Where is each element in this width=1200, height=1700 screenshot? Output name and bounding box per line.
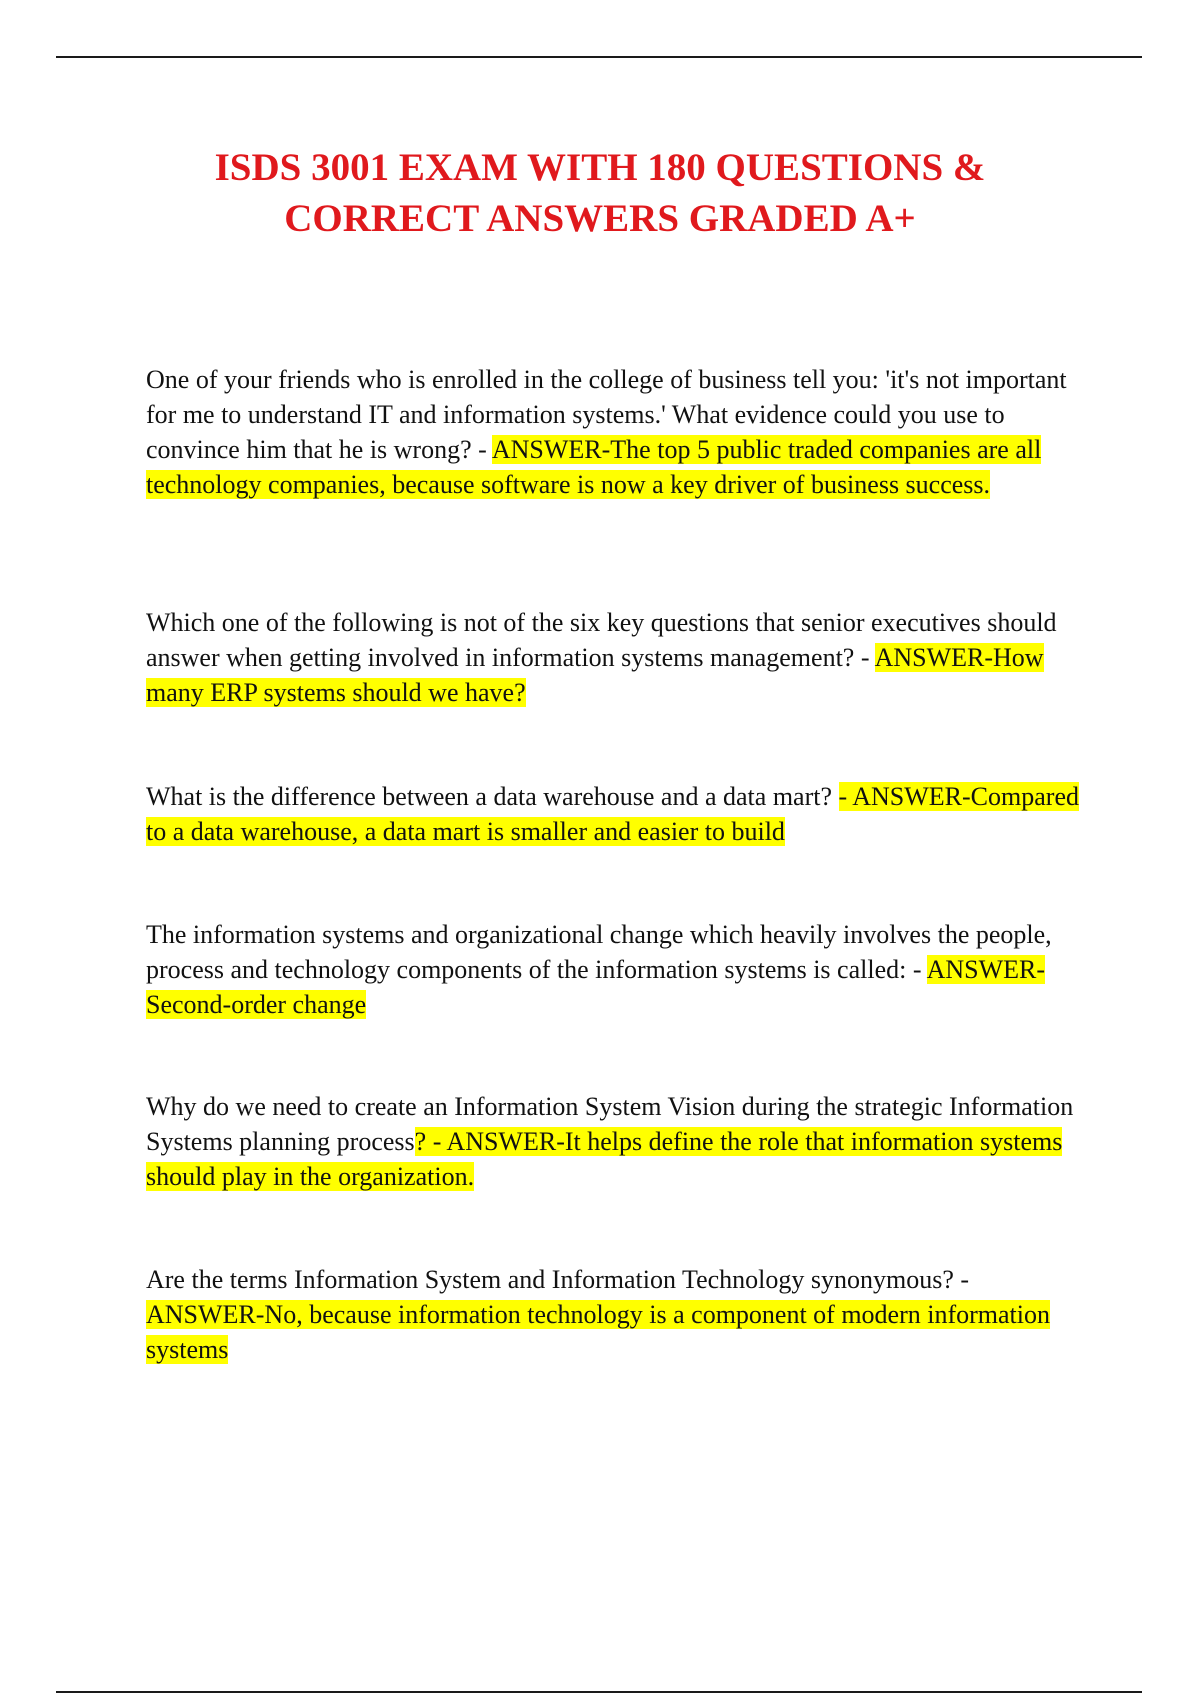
question-text: Why do we need to create an Information System Vision during the strategic Information Systems planning process [146,1092,1074,1156]
document-title [100,142,1100,244]
bottom-rule [56,1691,1142,1693]
question-text: Are the terms Information System and Information Technology synonymous? - [146,1265,970,1294]
answer-highlight: ANSWER-No, because information technology is a component of modern information systems [146,1300,1051,1364]
question-text: What is the difference between a data warehouse and a data mart? [146,782,839,811]
answer-highlight: ANSWER-Second-order change [146,955,1045,1019]
qa-item [146,1089,1086,1194]
question-text: One of your friends who is enrolled in the college of business tell you: 'it's not important for me to understand IT and information systems.' What evidence could you use to convince him that he is wrong? - [146,365,1067,464]
top-rule [56,56,1142,58]
qa-item [146,362,1086,502]
title-line-2: CORRECT ANSWERS GRADED A+ [284,197,916,240]
answer-highlight: ANSWER-The top 5 public traded companies are all technology companies, because software is now a key driver of business success. [146,435,1042,499]
question-text: The information systems and organizational change which heavily involves the people, process and technology components of the information systems is called: - [146,920,1052,984]
qa-item [146,1262,1086,1367]
answer-highlight: ? - ANSWER-It helps define the role that information systems should play in the organization. [146,1127,1063,1191]
qa-item [146,917,1086,1022]
qa-item [146,779,1086,849]
title-line-1: ISDS 3001 EXAM WITH 180 QUESTIONS & [214,146,986,189]
question-text: Which one of the following is not of the six key questions that senior executives should answer when getting involved in information systems management? - [146,608,1057,672]
qa-item [146,605,1086,710]
answer-highlight: - ANSWER-Compared to a data warehouse, a data mart is smaller and easier to build [146,782,1079,846]
answer-highlight: ANSWER-How many ERP systems should we have? [146,643,1044,707]
